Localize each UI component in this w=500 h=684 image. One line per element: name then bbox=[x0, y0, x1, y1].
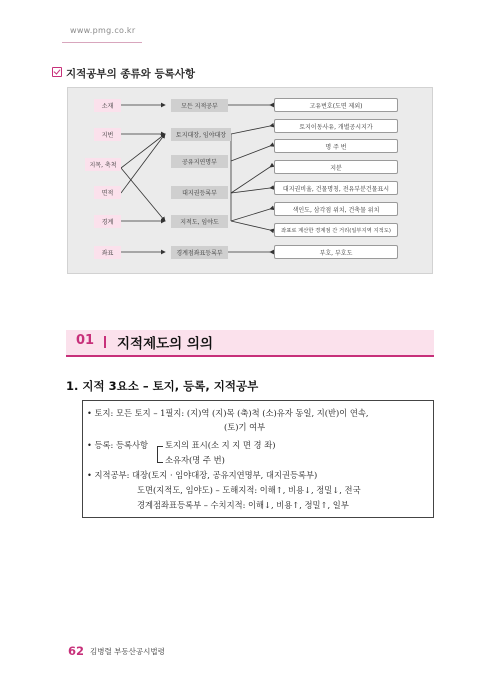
right-unique-id: 고유번호(도면 제외) bbox=[274, 98, 398, 112]
chapter-underline bbox=[66, 355, 434, 357]
arrow-index bbox=[231, 209, 270, 221]
arrow-movement bbox=[231, 126, 270, 134]
right-share: 지분 bbox=[274, 160, 398, 174]
right-land-right-ratio: 대지권비율, 건물명칭, 전유부분건물표시 bbox=[274, 181, 398, 195]
arrow-owner bbox=[231, 146, 270, 161]
right-index-map: 색인도, 삼각점 위치, 건축물 위치 bbox=[274, 202, 398, 216]
left-item-coordinate: 좌표 bbox=[94, 246, 121, 259]
section-title: 지적공부의 종류와 등록사항 bbox=[66, 68, 196, 80]
left-item-area: 면적 bbox=[94, 186, 121, 199]
summary-line-records: • 지적공부: 대장(토지 · 임야대장, 공유지연명부, 대지권등록부) bbox=[87, 470, 318, 480]
summary-line-maps: 도면(지적도, 임야도) – 도해지적: 이해↑, 비용↓, 정밀↓, 전국 bbox=[137, 485, 361, 495]
cadastral-diagram bbox=[67, 87, 433, 274]
left-item-lot-number: 지번 bbox=[94, 128, 121, 141]
mid-land-ledger: 토지대장, 임야대장 bbox=[171, 128, 231, 141]
header-divider bbox=[62, 42, 142, 43]
mid-land-right-register: 대지권등록부 bbox=[171, 186, 228, 199]
chapter-title: 지적제도의 의의 bbox=[117, 336, 213, 352]
arrow-landuse-map bbox=[121, 168, 165, 221]
summary-line-coordinate: 경계점좌표등록부 – 수치지적: 이해↓, 비용↑, 정밀↑, 일부 bbox=[137, 500, 349, 510]
summary-line-land-cont: (토)기 여부 bbox=[224, 422, 266, 432]
chapter-number: 01 bbox=[76, 333, 95, 348]
arrow-area bbox=[121, 134, 165, 193]
left-item-landuse-scale: 지목, 축척 bbox=[85, 158, 121, 171]
checkbox-icon bbox=[52, 67, 62, 77]
right-boundary-distance: 좌표로 계산한 경계점 간 거리(일부지역 지적도) bbox=[274, 223, 398, 237]
mid-all-records: 모든 지적공부 bbox=[171, 99, 228, 112]
right-movement-reason: 토지이동사유, 개별공시지가 bbox=[274, 119, 398, 133]
left-item-boundary: 경계 bbox=[94, 215, 121, 228]
summary-line-owner: 소유자(명 주 번) bbox=[165, 455, 225, 465]
mid-co-owner-list: 공유지연명부 bbox=[171, 155, 228, 168]
summary-line-land-display: 토지의 표시(소 지 지 면 경 좌) bbox=[165, 440, 276, 450]
site-url: www.pmg.co.kr bbox=[70, 26, 136, 35]
subsection-title: 1. 지적 3요소 – 토지, 등록, 지적공부 bbox=[66, 379, 259, 393]
left-item-location: 소재 bbox=[94, 99, 121, 112]
summary-line-registration: • 등록: 등록사항 bbox=[87, 440, 149, 450]
mid-coordinate-register: 경계점좌표등록부 bbox=[171, 246, 228, 259]
arrow-distance bbox=[231, 221, 270, 230]
right-owner-info: 명 주 번 bbox=[274, 139, 398, 153]
page-number: 62 bbox=[68, 644, 85, 658]
summary-line-land: • 토지: 모든 토지 – 1필지: (지)역 (지)목 (축)척 (소)유자 동일, 지(반)이 연속, bbox=[87, 408, 369, 418]
registration-brace bbox=[157, 446, 163, 463]
chapter-separator bbox=[104, 336, 106, 348]
footer-book-title: 김병렬 부동산공시법령 bbox=[90, 647, 165, 656]
right-symbol: 부호, 부호도 bbox=[274, 245, 398, 259]
mid-cadastral-map: 지적도, 임야도 bbox=[171, 215, 228, 228]
